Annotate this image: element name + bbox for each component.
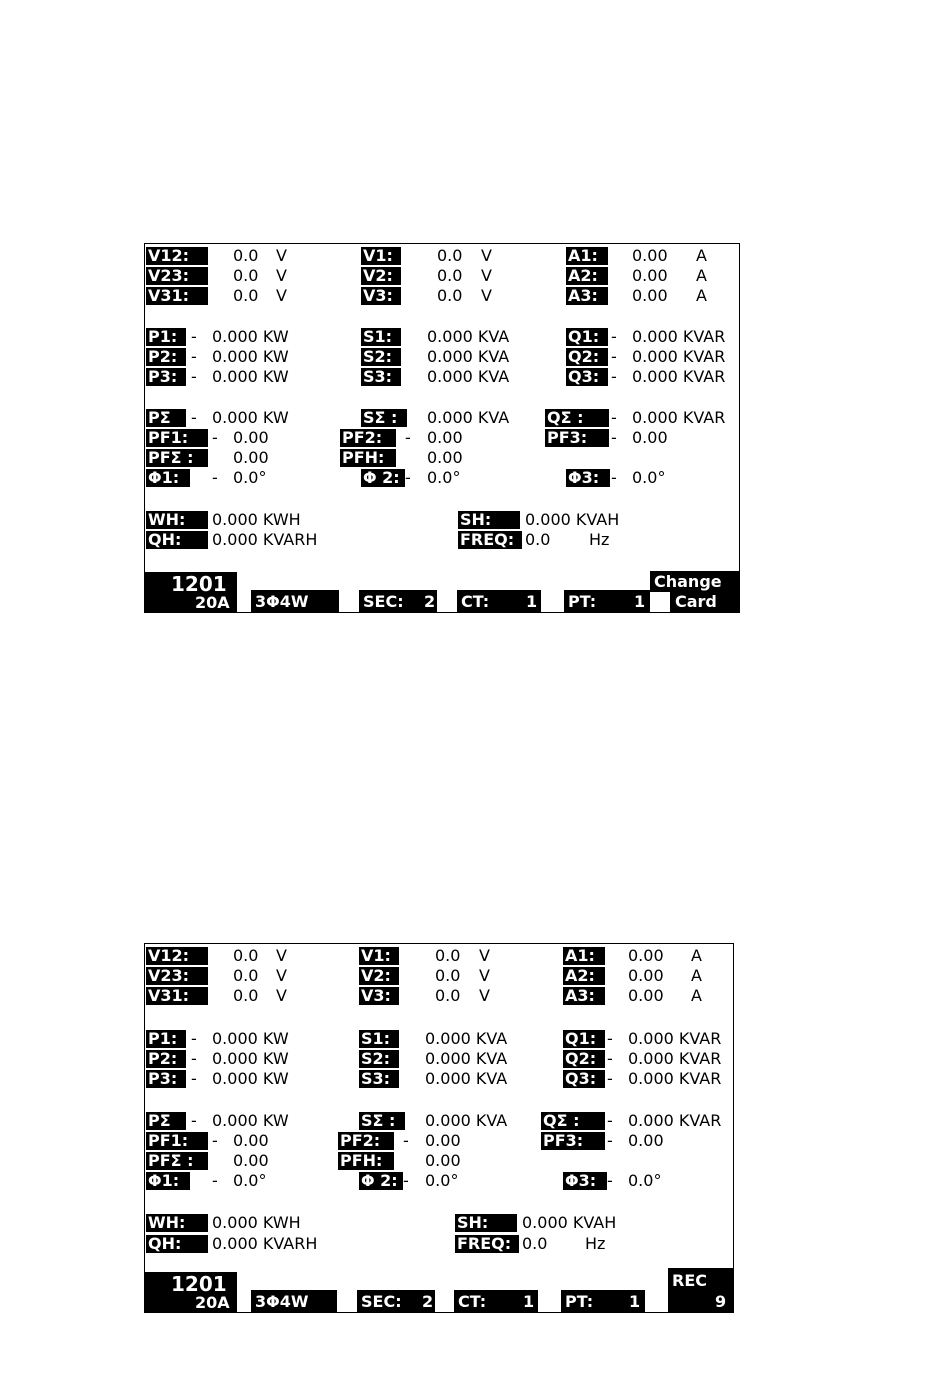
model-number: 1201 [171, 1272, 227, 1296]
value-a3: 0.00 [632, 286, 668, 305]
label-q3: Q3: [566, 368, 608, 386]
label-s3: S3: [361, 368, 401, 386]
label-pf2: PF2: [338, 1132, 394, 1150]
label-phi2: Φ 2: [361, 469, 405, 487]
label-sh: SH: [458, 511, 520, 529]
range-text: 20A [195, 1293, 230, 1312]
unit-v31: V [276, 986, 287, 1005]
value-pf3: 0.00 [628, 1131, 664, 1150]
unit-a1: A [696, 246, 707, 265]
value-p1: 0.000 KW [212, 327, 289, 346]
label-p1: P1: [146, 328, 186, 346]
label-s-sigma: SΣ : [359, 1112, 405, 1130]
label-pf-sigma: PFΣ : [146, 1152, 208, 1170]
label-q1: Q1: [566, 328, 608, 346]
value-s1: 0.000 KVA [427, 327, 510, 346]
change-card-top: Change [654, 572, 722, 591]
label-freq: FREQ: [455, 1235, 519, 1253]
dash-pf3: - [607, 1131, 613, 1150]
label-v31: V31: [146, 987, 208, 1005]
unit-freq: Hz [585, 1234, 606, 1253]
value-sh: 0.000 KVAH [522, 1213, 617, 1232]
value-v12: 0.0 [233, 946, 259, 965]
unit-v2: V [479, 966, 490, 985]
value-pfh: 0.00 [425, 1151, 461, 1170]
label-freq: FREQ: [458, 531, 522, 549]
value-v12: 0.0 [233, 246, 259, 265]
dash-p-sigma: - [191, 408, 197, 427]
label-p3: P3: [146, 368, 186, 386]
label-q-sigma: QΣ : [541, 1112, 605, 1130]
label-qh: QH: [146, 1235, 208, 1253]
label-s1: S1: [359, 1030, 399, 1048]
value-p-sigma: 0.000 KW [212, 1111, 289, 1130]
value-s1: 0.000 KVA [425, 1029, 508, 1048]
dash-p1: - [191, 1029, 197, 1048]
value-q3: 0.000 KVAR [632, 367, 726, 386]
change-card-bottom: Card [675, 592, 717, 611]
label-pf-sigma: PFΣ : [146, 449, 208, 467]
pt-label: PT: [568, 592, 597, 611]
label-p-sigma: PΣ [146, 1112, 186, 1130]
unit-a2: A [696, 266, 707, 285]
pt-value: 1 [634, 592, 646, 611]
value-q1: 0.000 KVAR [632, 327, 726, 346]
dash-phi2: - [403, 1171, 409, 1190]
ct-value: 1 [526, 592, 538, 611]
value-q2: 0.000 KVAR [628, 1049, 722, 1068]
label-q2: Q2: [563, 1050, 605, 1068]
ct-label: CT: [458, 1292, 487, 1311]
sec-label: SEC: [361, 1292, 402, 1311]
dash-q3: - [611, 367, 617, 386]
value-pf-sigma: 0.00 [233, 448, 269, 467]
label-a3: A3: [563, 987, 605, 1005]
unit-a2: A [691, 966, 702, 985]
value-phi2: 0.0° [425, 1171, 459, 1190]
label-sh: SH: [455, 1214, 517, 1232]
dash-q3: - [607, 1069, 613, 1088]
label-p1: P1: [146, 1030, 186, 1048]
label-phi2: Φ 2: [359, 1172, 403, 1190]
dash-p-sigma: - [191, 1111, 197, 1130]
label-v12: V12: [146, 247, 208, 265]
unit-a3: A [691, 986, 702, 1005]
value-pfh: 0.00 [427, 448, 463, 467]
dash-pf3: - [611, 428, 617, 447]
value-p-sigma: 0.000 KW [212, 408, 289, 427]
value-s-sigma: 0.000 KVA [427, 408, 510, 427]
value-v31: 0.0 [233, 286, 259, 305]
dash-q2: - [611, 347, 617, 366]
dash-pf2: - [403, 1131, 409, 1150]
label-pfh: PFH: [338, 1152, 394, 1170]
value-pf2: 0.00 [425, 1131, 461, 1150]
dash-q-sigma: - [607, 1111, 613, 1130]
label-pf3: PF3: [541, 1132, 605, 1150]
unit-v3: V [481, 286, 492, 305]
value-pf-sigma: 0.00 [233, 1151, 269, 1170]
label-v31: V31: [146, 287, 208, 305]
label-s2: S2: [359, 1050, 399, 1068]
label-q3: Q3: [563, 1070, 605, 1088]
value-p3: 0.000 KW [212, 367, 289, 386]
label-a1: A1: [563, 947, 605, 965]
value-p2: 0.000 KW [212, 347, 289, 366]
label-s2: S2: [361, 348, 401, 366]
value-v31: 0.0 [233, 986, 259, 1005]
meter-screen-2 [144, 943, 734, 1313]
value-qh: 0.000 KVARH [212, 530, 318, 549]
label-v2: V2: [359, 967, 399, 985]
label-p2: P2: [146, 348, 186, 366]
mode-text: 3Φ4W [255, 1292, 309, 1311]
value-q-sigma: 0.000 KVAR [628, 1111, 722, 1130]
value-v2: 0.0 [435, 966, 461, 985]
ct-value: 1 [523, 1292, 535, 1311]
unit-v31: V [276, 286, 287, 305]
label-q1: Q1: [563, 1030, 605, 1048]
value-sh: 0.000 KVAH [525, 510, 620, 529]
label-a2: A2: [566, 267, 608, 285]
value-wh: 0.000 KWH [212, 1213, 301, 1232]
dash-q-sigma: - [611, 408, 617, 427]
dash-pf1: - [212, 1131, 218, 1150]
label-v23: V23: [146, 967, 208, 985]
label-v23: V23: [146, 267, 208, 285]
label-pf2: PF2: [340, 429, 396, 447]
value-freq: 0.0 [522, 1234, 548, 1253]
label-phi1: Φ1: [146, 1172, 190, 1190]
value-v2: 0.0 [437, 266, 463, 285]
dash-phi3: - [607, 1171, 613, 1190]
value-wh: 0.000 KWH [212, 510, 301, 529]
dash-q1: - [607, 1029, 613, 1048]
model-number: 1201 [171, 572, 227, 596]
value-a3: 0.00 [628, 986, 664, 1005]
label-v12: V12: [146, 947, 208, 965]
unit-v1: V [481, 246, 492, 265]
dash-p3: - [191, 1069, 197, 1088]
value-q3: 0.000 KVAR [628, 1069, 722, 1088]
value-pf1: 0.00 [233, 1131, 269, 1150]
dash-p2: - [191, 1049, 197, 1068]
label-phi1: Φ1: [146, 469, 190, 487]
rec-label: REC [672, 1271, 707, 1290]
sec-label: SEC: [363, 592, 404, 611]
label-s1: S1: [361, 328, 401, 346]
value-a1: 0.00 [628, 946, 664, 965]
label-s3: S3: [359, 1070, 399, 1088]
label-s-sigma: SΣ : [361, 409, 407, 427]
dash-q1: - [611, 327, 617, 346]
dash-phi1: - [212, 1171, 218, 1190]
label-pfh: PFH: [340, 449, 396, 467]
label-p-sigma: PΣ [146, 409, 186, 427]
unit-a1: A [691, 946, 702, 965]
unit-v12: V [276, 946, 287, 965]
dash-pf1: - [212, 428, 218, 447]
value-s2: 0.000 KVA [427, 347, 510, 366]
label-q-sigma: QΣ : [545, 409, 609, 427]
value-phi3: 0.0° [628, 1171, 662, 1190]
dash-p2: - [191, 347, 197, 366]
label-v3: V3: [359, 987, 399, 1005]
meter-screen-1 [144, 243, 740, 613]
label-pf1: PF1: [146, 1132, 208, 1150]
value-freq: 0.0 [525, 530, 551, 549]
pt-value: 1 [629, 1292, 641, 1311]
value-phi1: 0.0° [233, 468, 267, 487]
value-phi1: 0.0° [233, 1171, 267, 1190]
value-pf2: 0.00 [427, 428, 463, 447]
label-v3: V3: [361, 287, 401, 305]
label-a1: A1: [566, 247, 608, 265]
unit-a3: A [696, 286, 707, 305]
value-q2: 0.000 KVAR [632, 347, 726, 366]
value-qh: 0.000 KVARH [212, 1234, 318, 1253]
value-v23: 0.0 [233, 966, 259, 985]
rec-count: 9 [715, 1292, 727, 1311]
value-v1: 0.0 [437, 246, 463, 265]
label-wh: WH: [146, 511, 208, 529]
value-a2: 0.00 [628, 966, 664, 985]
value-q-sigma: 0.000 KVAR [632, 408, 726, 427]
label-a2: A2: [563, 967, 605, 985]
value-s3: 0.000 KVA [425, 1069, 508, 1088]
value-v3: 0.0 [435, 986, 461, 1005]
value-v1: 0.0 [435, 946, 461, 965]
dash-phi3: - [611, 468, 617, 487]
label-p2: P2: [146, 1050, 186, 1068]
label-a3: A3: [566, 287, 608, 305]
value-s2: 0.000 KVA [425, 1049, 508, 1068]
pt-label: PT: [565, 1292, 594, 1311]
change-card-notch [650, 592, 670, 612]
label-q2: Q2: [566, 348, 608, 366]
value-v3: 0.0 [437, 286, 463, 305]
value-s-sigma: 0.000 KVA [425, 1111, 508, 1130]
unit-v1: V [479, 946, 490, 965]
dash-p3: - [191, 367, 197, 386]
dash-pf2: - [405, 428, 411, 447]
unit-freq: Hz [589, 530, 610, 549]
value-pf3: 0.00 [632, 428, 668, 447]
dash-q2: - [607, 1049, 613, 1068]
value-a2: 0.00 [632, 266, 668, 285]
value-s3: 0.000 KVA [427, 367, 510, 386]
unit-v2: V [481, 266, 492, 285]
dash-phi2: - [405, 468, 411, 487]
label-v1: V1: [359, 947, 399, 965]
value-p2: 0.000 KW [212, 1049, 289, 1068]
sec-value: 2 [422, 1292, 434, 1311]
unit-v3: V [479, 986, 490, 1005]
unit-v12: V [276, 246, 287, 265]
label-v1: V1: [361, 247, 401, 265]
unit-v23: V [276, 266, 287, 285]
value-p3: 0.000 KW [212, 1069, 289, 1088]
value-pf1: 0.00 [233, 428, 269, 447]
label-pf3: PF3: [545, 429, 609, 447]
range-text: 20A [195, 593, 230, 612]
label-qh: QH: [146, 531, 208, 549]
value-phi3: 0.0° [632, 468, 666, 487]
mode-text: 3Φ4W [255, 592, 309, 611]
value-p1: 0.000 KW [212, 1029, 289, 1048]
sec-value: 2 [424, 592, 436, 611]
value-phi2: 0.0° [427, 468, 461, 487]
label-p3: P3: [146, 1070, 186, 1088]
value-a1: 0.00 [632, 246, 668, 265]
value-q1: 0.000 KVAR [628, 1029, 722, 1048]
label-phi3: Φ3: [563, 1172, 607, 1190]
label-phi3: Φ3: [566, 469, 610, 487]
unit-v23: V [276, 966, 287, 985]
label-pf1: PF1: [146, 429, 208, 447]
label-v2: V2: [361, 267, 401, 285]
label-wh: WH: [146, 1214, 208, 1232]
dash-p1: - [191, 327, 197, 346]
dash-phi1: - [212, 468, 218, 487]
ct-label: CT: [461, 592, 490, 611]
value-v23: 0.0 [233, 266, 259, 285]
